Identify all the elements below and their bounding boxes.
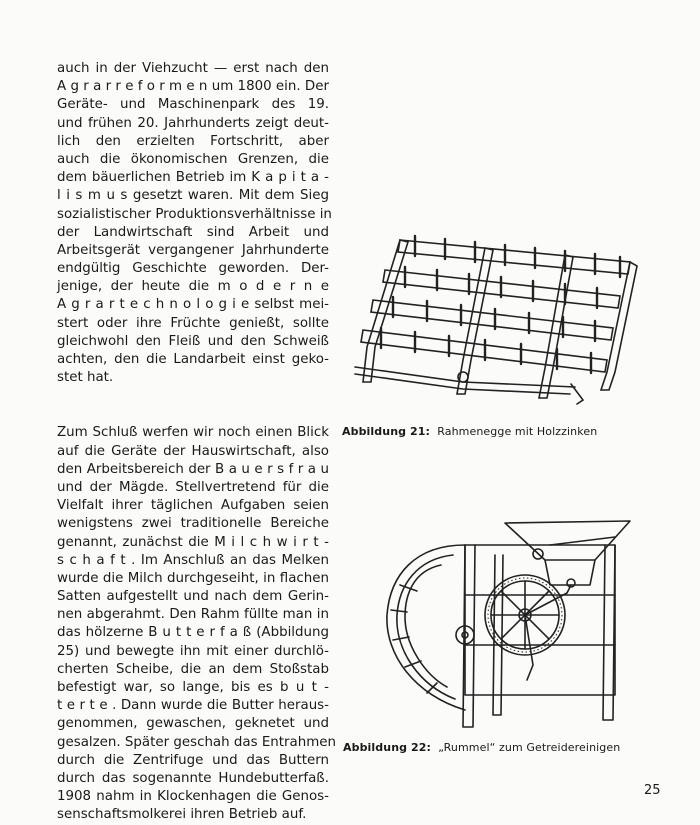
figure-22-text: „Rummel“ zum Getreidereinigen (438, 741, 621, 754)
paragraph-2 (57, 424, 336, 824)
figure-21-label: Abbildung 21: (342, 425, 431, 438)
text-line: genannt, zunächst die M i l c h w i r t - (57, 534, 329, 550)
text-line: Geräte- und Maschinenpark des 19. (57, 97, 329, 113)
text-line: durch das sogenannte Hundebutterfaß. (57, 770, 329, 786)
text-line: stert oder ihre Früchte genießt, sollte (57, 315, 329, 331)
text-line: senschaftsmolkerei ihren Betrieb auf. (57, 807, 307, 823)
text-line: befestigt war, so lange, bis es b u t - (57, 680, 329, 695)
figure-22-label: Abbildung 22: (343, 741, 432, 754)
text-line: dem bäuerlichen Betrieb im K a p i t a - (57, 170, 329, 186)
figure-22-caption (343, 741, 620, 754)
text-line: und frühen 20. Jahrhunderts zeigt deut- (57, 115, 329, 131)
figure-21-text: Rahmenegge mit Holzzinken (437, 425, 598, 438)
text-line: t e r t e . Dann wurde die Butter heraus- (57, 698, 329, 714)
figure-21-caption (342, 425, 597, 438)
text-line: lich den erzielten Fortschritt, aber (57, 133, 329, 149)
text-line: Vielfalt ihrer täglichen Aufgaben seien (57, 498, 329, 514)
text-line: 1908 nahm in Klockenhagen die Genos- (57, 789, 329, 805)
paragraph-gap (57, 387, 329, 424)
text-line: den Arbeitsbereich der B a u e r s f r a u (57, 461, 329, 477)
text-line: auch in der Viehzucht — erst nach den (57, 61, 329, 76)
page-number: 25 (644, 783, 661, 798)
text-line: Arbeitsgerät vergangener Jahrhunderte (57, 242, 329, 258)
text-line: und der Mägde. Stellvertretend für die (57, 479, 329, 495)
text-line: A g r a r t e c h n o l o g i e selbst mei- (57, 297, 329, 313)
text-line: wenigstens zwei traditionelle Bereiche (57, 516, 329, 532)
text-line: das hölzerne B u t t e r f a ß (Abbildung (57, 625, 329, 641)
text-line: sozialistischer Produktionsverhältnisse in (57, 206, 332, 222)
text-line: gleichwohl den Fleiß und den Schweiß (57, 333, 329, 349)
text-line: gesalzen. Später geschah das Entrahmen (57, 734, 336, 750)
text-line: auch die ökonomischen Grenzen, die (57, 151, 329, 167)
text-line: endgültig Geschichte geworden. Der- (57, 261, 329, 277)
text-line: genommen, gewaschen, geknetet und (57, 716, 329, 732)
text-line: 25) und bewegte ihn mit einer durchlö- (57, 643, 329, 659)
text-line: cherten Scheibe, die an dem Stoßstab (57, 661, 329, 677)
text-line: auf die Geräte der Hauswirtschaft, also (57, 443, 329, 459)
paragraph-1 (57, 60, 332, 387)
text-line: A g r a r r e f o r m e n um 1800 ein. Der (57, 79, 329, 95)
winnowing-machine-illustration (355, 515, 635, 730)
text-line: l i s m u s gesetzt waren. Mit dem Sieg (57, 188, 329, 204)
text-line: jenige, der heute die m o d e r n e (57, 279, 329, 295)
text-column (57, 60, 336, 825)
text-line: achten, den die Landarbeit einst geko- (57, 352, 329, 367)
text-line: stet hat. (57, 370, 114, 386)
text-line: durch die Zentrifuge und das Buttern (57, 752, 329, 768)
text-line: nen abgerahmt. Den Rahm füllte man in (57, 607, 329, 623)
text-line: der Landwirtschaft sind Arbeit und (57, 224, 329, 240)
text-line: s c h a f t . Im Anschluß an das Melken (57, 552, 329, 568)
text-line: Zum Schluß werfen wir noch einen Blick (57, 425, 329, 441)
text-line: Satten aufgestellt und nach dem Gerin- (57, 589, 329, 605)
text-line: wurde die Milch durchgeseiht, in flachen (57, 570, 329, 586)
harrow-illustration (345, 222, 640, 417)
